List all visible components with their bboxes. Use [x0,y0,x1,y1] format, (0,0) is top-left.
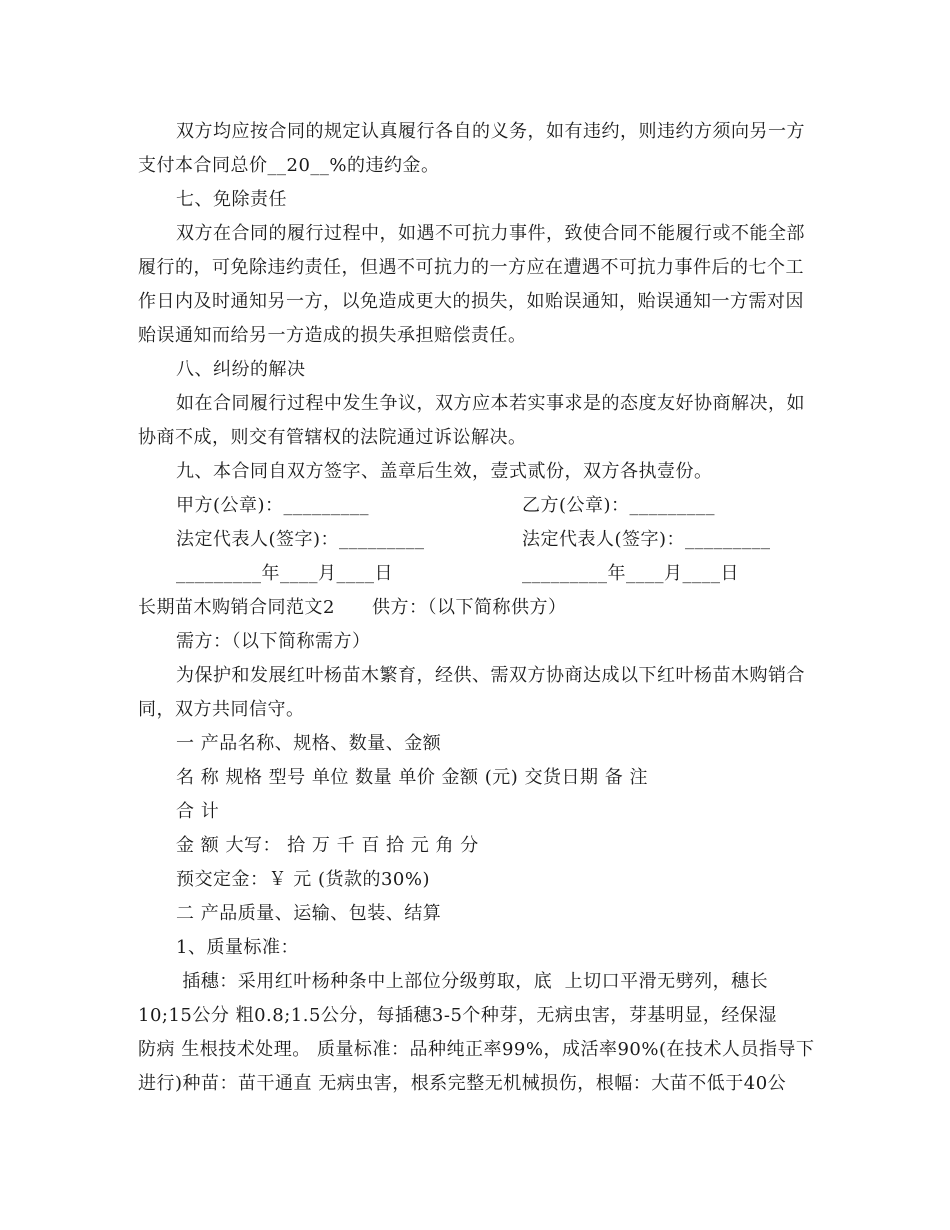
section-heading: 九、本合同自双方签字、盖章后生效，壹式贰份，双方各执壹份。 [176,461,713,482]
paragraph-line: 防病 生根技术处理。 质量标准：品种纯正率99%，成活率90%(在技术人员指导下 [138,1039,815,1060]
signature-party-a: 甲方(公章)：_________ [176,495,370,516]
table-total-line: 合 计 [176,801,220,822]
deposit-line: 预交定金：￥ 元 (货款的30%) [176,869,430,890]
paragraph-line: 如在合同履行过程中发生争议，双方应本若实事求是的态度友好协商解决，如 [176,393,805,414]
section-heading: 七、免除责任 [176,189,287,210]
paragraph-line: 进行)种苗：苗干通直 无病虫害，根系完整无机械损伤，根幅：大苗不低于40公 [138,1073,787,1094]
section-heading: 一 产品名称、规格、数量、金额 [176,733,442,754]
paragraph-line: 为保护和发展红叶杨苗木繁育，经供、需双方协商达成以下红叶杨苗木购销合 [176,665,805,686]
paragraph-line: 支付本合同总价__20__%的违约金。 [138,155,440,176]
paragraph-line: 需方：（以下简称需方） [176,631,371,652]
signature-date-a: _________年____月____日 [176,563,393,584]
paragraph-line: 双方在合同的履行过程中，如遇不可抗力事件，致使合同不能履行或不能全部 [176,223,805,244]
subsection-heading: 1、质量标准： [176,937,299,958]
paragraph-line: 协商不成，则交有管辖权的法院通过诉讼解决。 [138,427,527,448]
document-title: 长期苗木购销合同范文2 供方：（以下简称供方） [138,597,567,618]
signature-rep-a: 法定代表人(签字)：_________ [176,529,425,550]
paragraph-line: 插穗：采用红叶杨种条中上部位分级剪取，底 上切口平滑无劈列，穗长 [176,971,769,992]
paragraph-line: 10;15公分 粗0.8;1.5公分，每插穗3-5个种芽，无病虫害，芽基明显，经保湿 [138,1005,777,1026]
paragraph-line: 同，双方共同信守。 [138,699,305,720]
section-heading: 八、纠纷的解决 [176,359,306,380]
paragraph-line: 双方均应按合同的规定认真履行各自的义务，如有违约，则违约方须向另一方 [176,121,805,142]
paragraph-line: 履行的，可免除违约责任，但遇不可抗力的一方应在遭遇不可抗力事件后的七个工 [138,257,804,278]
section-heading: 二 产品质量、运输、包装、结算 [176,903,442,924]
table-header-line: 名 称 规格 型号 单位 数量 单价 金额 (元) 交货日期 备 注 [176,767,648,788]
signature-rep-b: 法定代表人(签字)：_________ [522,529,771,550]
amount-line: 金 额 大写： 拾 万 千 百 拾 元 角 分 [176,835,479,856]
paragraph-line: 作日内及时通知另一方，以免造成更大的损失，如贻误通知，贻误通知一方需对因 [138,291,804,312]
signature-party-b: 乙方(公章)：_________ [522,495,716,516]
paragraph-line: 贻误通知而给另一方造成的损失承担赔偿责任。 [138,325,527,346]
signature-date-b: _________年____月____日 [522,563,739,584]
